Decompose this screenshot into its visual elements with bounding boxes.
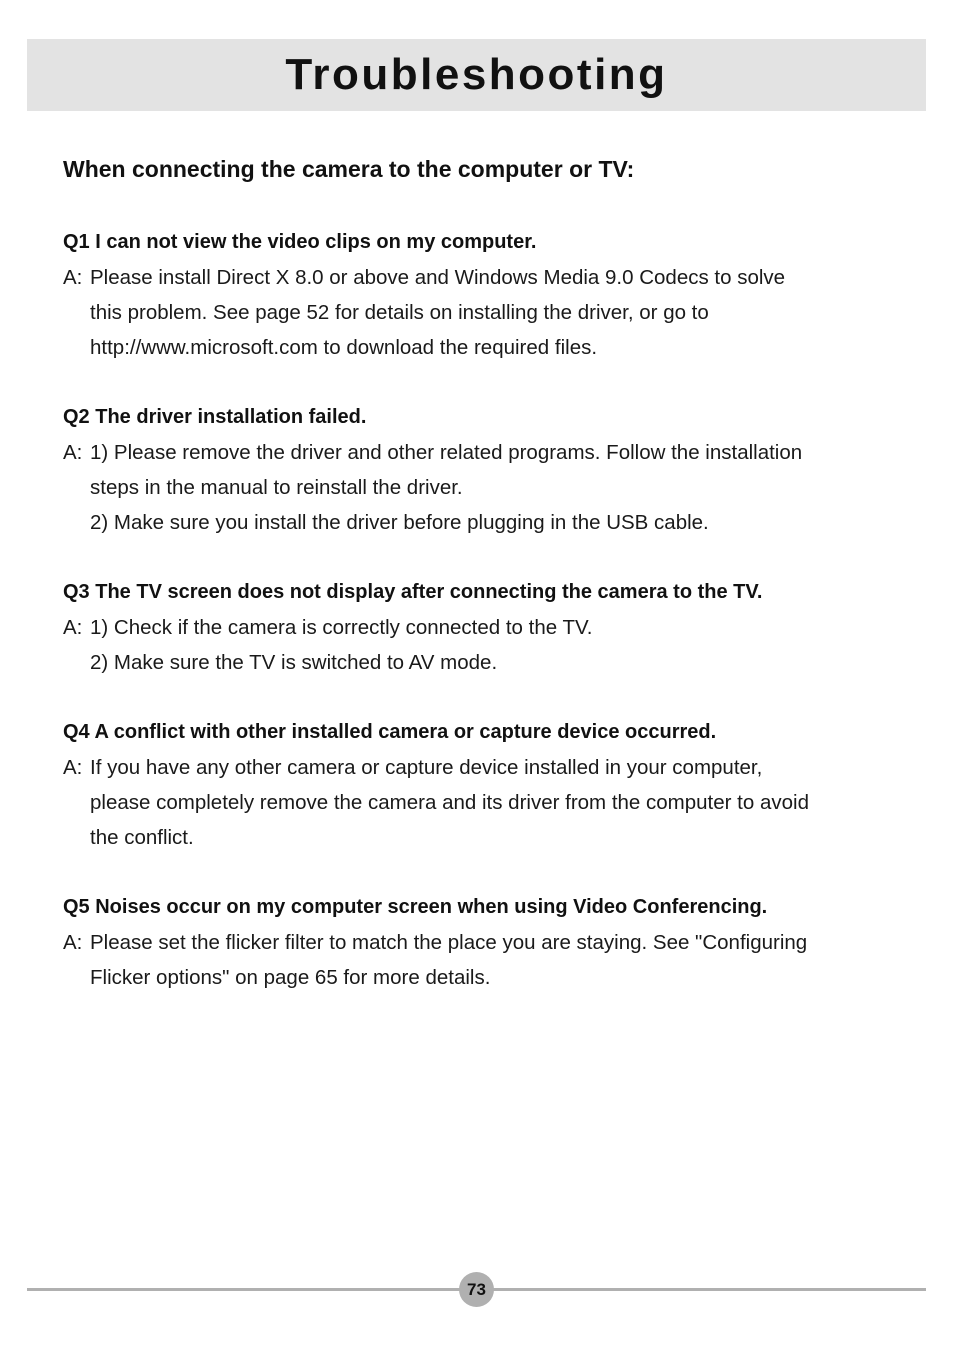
question-3: Q3 The TV screen does not display after connecting the camera to the TV. — [63, 581, 763, 603]
answer-2-line-1 — [63, 435, 893, 470]
answer-prefix: A: — [63, 441, 83, 464]
answer-prefix: A: — [63, 616, 83, 639]
answer-4-line-3: the conflict. — [90, 826, 194, 849]
title-bar — [27, 39, 926, 111]
page-title: Troubleshooting — [285, 50, 668, 99]
answer-4-line-1 — [63, 750, 893, 785]
answer-text: Please install Direct X 8.0 or above and Windows Media 9.0 Codecs to solve — [90, 266, 786, 289]
section-heading: When connecting the camera to the computer or TV: — [63, 156, 635, 182]
answer-1-line-3: http://www.microsoft.com to download the required files. — [90, 336, 598, 359]
answer-3-line-1 — [63, 610, 893, 645]
answer-2-line-3: 2) Make sure you install the driver before plugging in the USB cable. — [90, 511, 709, 534]
qa-item-2 — [63, 400, 893, 540]
page-number-badge: 73 — [459, 1272, 494, 1307]
answer-prefix: A: — [63, 756, 83, 779]
answer-5-line-2: Flicker options" on page 65 for more details. — [90, 966, 491, 989]
answer-prefix: A: — [63, 266, 83, 289]
answer-prefix: A: — [63, 931, 83, 954]
answer-text: Please set the flicker filter to match the place you are staying. See "Configuring — [90, 931, 808, 954]
answer-5-line-1 — [63, 925, 893, 960]
question-1: Q1 I can not view the video clips on my computer. — [63, 231, 537, 253]
qa-item-5 — [63, 890, 893, 995]
qa-item-3 — [63, 575, 893, 680]
answer-2-line-2: steps in the manual to reinstall the driver. — [90, 476, 463, 499]
qa-item-1 — [63, 225, 893, 365]
answer-text: 1) Please remove the driver and other related programs. Follow the installation — [90, 441, 803, 464]
answer-text: 1) Check if the camera is correctly connected to the TV. — [90, 616, 593, 639]
answer-4-line-2: please completely remove the camera and its driver from the computer to avoid — [90, 791, 809, 814]
question-2: Q2 The driver installation failed. — [63, 406, 367, 428]
qa-item-4 — [63, 715, 893, 855]
question-5: Q5 Noises occur on my computer screen when using Video Conferencing. — [63, 896, 768, 918]
answer-3-line-2: 2) Make sure the TV is switched to AV mode. — [90, 651, 498, 674]
answer-1-line-1 — [63, 260, 893, 295]
answer-text: If you have any other camera or capture device installed in your computer, — [90, 756, 763, 779]
question-4: Q4 A conflict with other installed camera or capture device occurred. — [63, 721, 717, 743]
answer-1-line-2: this problem. See page 52 for details on installing the driver, or go to — [90, 301, 709, 324]
